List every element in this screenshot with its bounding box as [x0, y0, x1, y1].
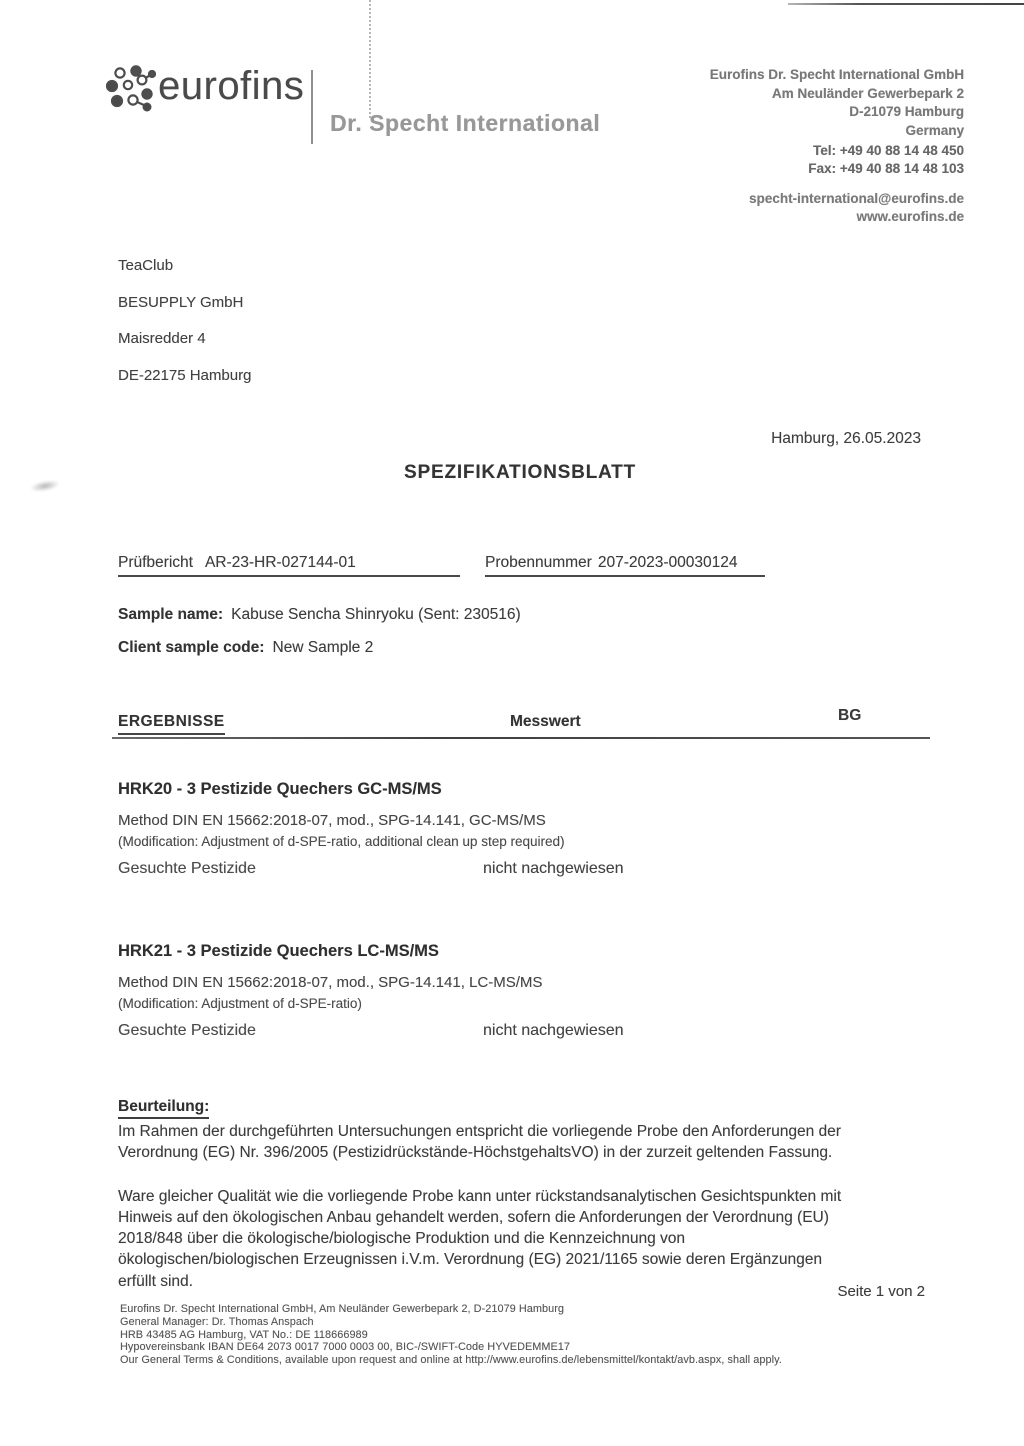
- assessment-heading: Beurteilung:: [118, 1098, 209, 1119]
- logo-subtitle: Dr. Specht International: [330, 110, 601, 136]
- footer-legal-block: [120, 1303, 782, 1367]
- results-column-header-messwert: Messwert: [510, 713, 581, 730]
- assessment-paragraph-line: Ware gleicher Qualität wie die vorliegende Probe kann unter rückstandsanalytischen Gesichtspunkten mit: [118, 1187, 842, 1205]
- date-line: Hamburg, 26.05.2023: [771, 430, 921, 447]
- assessment-paragraph-line: 2018/848 über die ökologische/biologische Produktion und die Kennzeichnung von: [118, 1230, 686, 1248]
- assessment-paragraph-1: [118, 1121, 950, 1164]
- results-section-hrk20: [118, 779, 958, 882]
- sender-tel: Tel: +49 40 88 14 48 450: [813, 143, 964, 158]
- client-sample-code-label: Client sample code:: [118, 639, 265, 656]
- client-sample-code-value: New Sample 2: [272, 639, 374, 656]
- logo-divider-line: [311, 70, 313, 144]
- fold-mark-dotted-line: [369, 0, 371, 118]
- footer-line: Eurofins Dr. Specht International GmbH, Am Neuländer Gewerbepark 2, D-21079 Hamburg: [120, 1303, 564, 1315]
- section-method: Method DIN EN 15662:2018-07, mod., SPG-14.141, GC-MS/MS: [118, 812, 546, 829]
- assessment-paragraph-line: Hinweis auf den ökologischen Anbau gehandelt werden, sofern die Anforderungen der Verordnung (EU): [118, 1208, 829, 1226]
- report-number-label: Prüfbericht: [118, 554, 193, 571]
- sample-number-field: [485, 554, 765, 577]
- recipient-line: Maisredder 4: [118, 330, 206, 347]
- result-row: [118, 1022, 958, 1044]
- section-title: HRK21 - 3 Pestizide Quechers LC-MS/MS: [118, 942, 439, 960]
- results-section-hrk21: [118, 941, 958, 1044]
- footer-line: Hypovereinsbank IBAN DE64 2073 0017 7000 0003 00, BIC-/SWIFT-Code HYVEDEMME17: [120, 1341, 570, 1354]
- section-method: Method DIN EN 15662:2018-07, mod., SPG-14.141, LC-MS/MS: [118, 974, 543, 991]
- result-row: [118, 860, 958, 882]
- recipient-address-block: [118, 248, 251, 394]
- sender-street: Am Neuländer Gewerbepark 2: [771, 85, 964, 101]
- sample-name-row: [118, 606, 521, 624]
- assessment-paragraph-line: Im Rahmen der durchgeführten Untersuchungen entspricht die vorliegende Probe den Anforderungen der: [118, 1123, 841, 1140]
- analyte-result: nicht nachgewiesen: [483, 1022, 624, 1039]
- section-modification: (Modification: Adjustment of d-SPE-ratio, additional clean up step required): [118, 834, 565, 849]
- sender-contact-block: [749, 190, 964, 226]
- assessment-paragraph-line: ökologischen/biologischen Erzeugnissen i.V.m. Verordnung (EG) 2021/1165 sowie deren Ergänzungen: [118, 1251, 822, 1269]
- sample-number-value: 207-2023-00030124: [597, 554, 738, 571]
- sample-name-label: Sample name:: [118, 606, 224, 623]
- sender-country: Germany: [905, 122, 964, 138]
- scan-artifact-line: [788, 3, 1024, 5]
- recipient-line: BESUPPLY GmbH: [118, 293, 244, 311]
- assessment-block: [118, 1098, 950, 1292]
- results-column-header-bg: BG: [838, 707, 862, 724]
- analyte-name: Gesuchte Pestizide: [118, 860, 256, 877]
- assessment-paragraph-line: erfüllt sind.: [118, 1272, 193, 1290]
- report-number-value: AR-23-HR-027144-01: [204, 554, 356, 571]
- recipient-line: DE-22175 Hamburg: [118, 366, 252, 384]
- eurofins-logo-icon: [104, 62, 156, 120]
- sender-website: www.eurofins.de: [856, 209, 964, 224]
- section-title: HRK20 - 3 Pestizide Quechers GC-MS/MS: [118, 780, 442, 798]
- page-number: Seite 1 von 2: [837, 1283, 925, 1300]
- sender-phone-block: [808, 142, 964, 178]
- results-column-header-ergebnisse: ERGEBNISSE: [118, 713, 225, 735]
- client-sample-code-row: [118, 639, 373, 657]
- eurofins-logo-text: eurofins: [158, 64, 305, 108]
- report-number-field: [118, 554, 460, 577]
- footer-line: Our General Terms & Conditions, available upon request and online at http://www.eurofins.de/lebensmittel/kontakt/avb.aspx, shall apply.: [120, 1354, 782, 1367]
- sender-fax: Fax: +49 40 88 14 48 103: [808, 161, 964, 176]
- assessment-paragraph-2: [118, 1186, 950, 1292]
- sender-email: specht-international@eurofins.de: [749, 191, 964, 206]
- results-header-rule: [112, 737, 930, 739]
- recipient-line: TeaClub: [118, 257, 174, 274]
- footer-line: General Manager: Dr. Thomas Anspach: [120, 1315, 314, 1328]
- section-modification: (Modification: Adjustment of d-SPE-ratio): [118, 996, 362, 1011]
- assessment-paragraph-line: Verordnung (EG) Nr. 396/2005 (Pestizidrückstände-HöchstgehaltsVO) in der zurzeit geltenden Fassung.: [118, 1144, 833, 1162]
- footer-line: HRB 43485 AG Hamburg, VAT No.: DE 118666989: [120, 1328, 368, 1341]
- sender-company: Eurofins Dr. Specht International GmbH: [709, 67, 964, 82]
- document-title: SPEZIFIKATIONSBLATT: [404, 462, 636, 483]
- sample-name-value: Kabuse Sencha Shinryoku (Sent: 230516): [231, 606, 521, 623]
- sender-city: D-21079 Hamburg: [849, 104, 964, 119]
- sample-number-label: Probennummer: [485, 554, 592, 571]
- analyte-result: nicht nachgewiesen: [483, 860, 624, 877]
- sender-address-block: [710, 66, 964, 140]
- analyte-name: Gesuchte Pestizide: [118, 1022, 256, 1039]
- report-number-row: [0, 554, 1024, 580]
